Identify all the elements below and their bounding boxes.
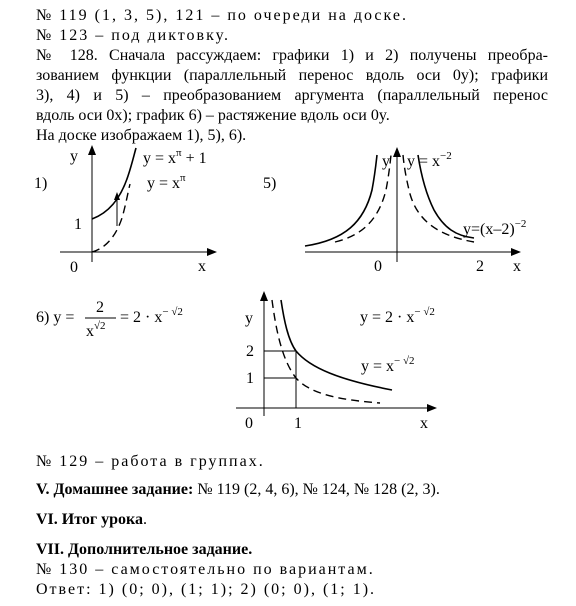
text-line-answer: Ответ: 1) (0; 0), (1; 1); 2) (0; 0), (1; 1). [36, 581, 377, 598]
graph-6-frac-den: $x^{√2}$ [86, 320, 106, 340]
graph-1-tick-1: 1 [74, 216, 82, 233]
graph-6-origin: 0 [245, 415, 253, 432]
graph-6-tick-y-2: 2 [246, 343, 254, 360]
graph-5-label-dashed: $y = x^{-2}$ [407, 150, 452, 170]
graph-1-label-dashed: $y = x^\pi$ [147, 172, 186, 192]
text-line-128-a: № 128. Сначала рассуждаем: графики 1) и 2) получены преобра- [36, 47, 548, 64]
graph-5-tick-2: 2 [476, 258, 484, 275]
graph-5-x-label: x [513, 258, 521, 275]
text-line-homework [36, 480, 440, 500]
graph-6-frac-num: 2 [96, 299, 104, 316]
graph-5-curve-solid-left [305, 155, 377, 246]
homework-text: № 119 (2, 4, 6), № 124, № 128 (2, 3). [193, 481, 440, 498]
text-line-128-d: вдоль оси 0x); график 6) – растяжение вдоль оси 0y. [36, 107, 390, 124]
graph-1-curve-solid [92, 148, 136, 219]
graph-5 [263, 150, 526, 275]
text-line-130: № 130 – самостоятельно по вариантам. [36, 561, 375, 578]
graph-6-x-label: x [420, 415, 428, 432]
graph-6-formula-lhs: 6) y = [36, 309, 75, 326]
homework-label: V. Домашнее задание: [36, 481, 194, 498]
text-line-128-c: 3), 4) и 5) – преобразованием аргумента (параллельный перенос [36, 87, 548, 104]
graph-5-origin: 0 [374, 258, 382, 275]
text-line-129: № 129 – работа в группах. [36, 453, 265, 470]
graph-5-label-solid: $y=(x-2)^{-2}$ [463, 218, 527, 238]
text-line-board: На доске изображаем 1), 5), 6). [36, 127, 247, 144]
text-line-summary [36, 510, 147, 530]
text-line-119: № 119 (1, 3, 5), 121 – по очереди на доске. [36, 7, 408, 24]
graph-1 [34, 147, 212, 276]
summary-label: VI. Итог урока [36, 511, 144, 528]
graph-6-y-label: y [245, 310, 253, 327]
graph-1-curve-dashed [92, 184, 130, 252]
text-line-123: № 123 – под диктовку. [36, 27, 231, 44]
graph-5-number: 5) [263, 175, 277, 192]
text-line-extra: VII. Дополнительное задание. [36, 541, 253, 558]
graph-1-x-label: x [198, 258, 206, 275]
graph-6-formula-rhs: = $2 \cdot x^{- √2}$ [120, 306, 183, 326]
graph-6 [36, 296, 435, 432]
graph-1-origin: 0 [70, 259, 78, 276]
graph-6-label-solid: $y = 2 \cdot x^{- √2}$ [360, 306, 435, 326]
text-line-128-b: зованием функции (параллельный перенос вдоль оси 0y); графики [36, 67, 548, 84]
graph-5-y-label: y [382, 153, 390, 170]
summary-dot: . [143, 511, 148, 528]
graph-6-tick-x-1: 1 [294, 415, 302, 432]
graph-1-number: 1) [34, 175, 48, 192]
graph-1-label-solid: $y = x^\pi + 1$ [143, 147, 207, 167]
graph-1-y-label: y [70, 148, 78, 165]
graph-6-label-dashed: $y = x^{- √2}$ [361, 355, 415, 375]
graph-6-tick-y-1: 1 [246, 370, 254, 387]
